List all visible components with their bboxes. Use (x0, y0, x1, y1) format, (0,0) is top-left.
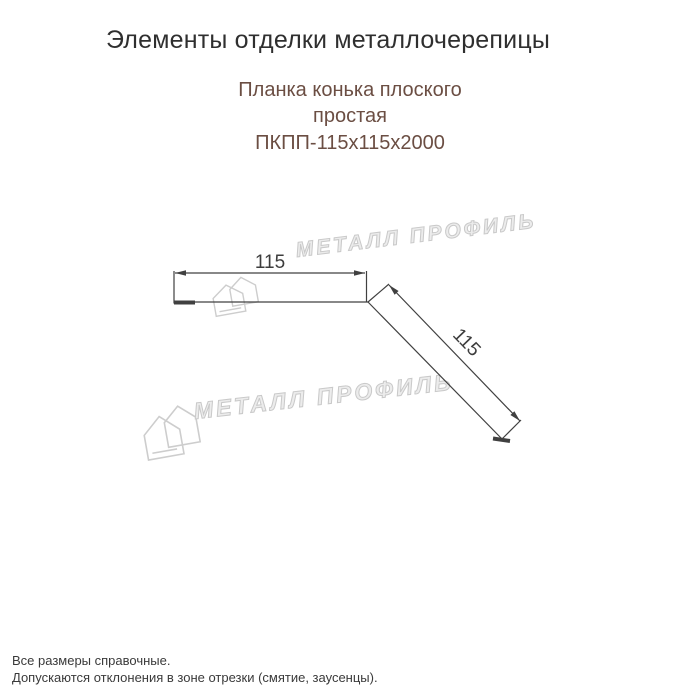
footer-note-line2: Допускаются отклонения в зоне отрезки (смятие, заусенцы). (12, 670, 378, 685)
dimension-value-diagonal: 115 (448, 324, 485, 361)
dimension-line-diagonal (389, 285, 520, 421)
arrowhead-left-icon (175, 270, 186, 276)
product-subtitle-line1: Планка конька плоского (238, 79, 462, 101)
flange-diagonal-edge (368, 302, 502, 439)
product-code: ПКПП-115х115х2000 (255, 132, 445, 154)
extension-line-diagonal-top (368, 284, 389, 302)
footer-note-line1: Все размеры справочные. (12, 653, 171, 668)
page-title: Элементы отделки металлочерепицы (105, 26, 551, 54)
metall-profil-watermark-text: МЕТАЛЛ ПРОФИЛЬ (294, 209, 538, 262)
hem-fold-end (493, 439, 510, 442)
product-subtitle-line2: простая (313, 105, 387, 127)
metall-profil-watermark-text: МЕТАЛЛ ПРОФИЛЬ (192, 368, 455, 424)
arrowhead-right-icon (354, 270, 365, 276)
dimension-value-horizontal: 115 (254, 252, 286, 273)
extension-line-diagonal-bottom (502, 420, 521, 439)
